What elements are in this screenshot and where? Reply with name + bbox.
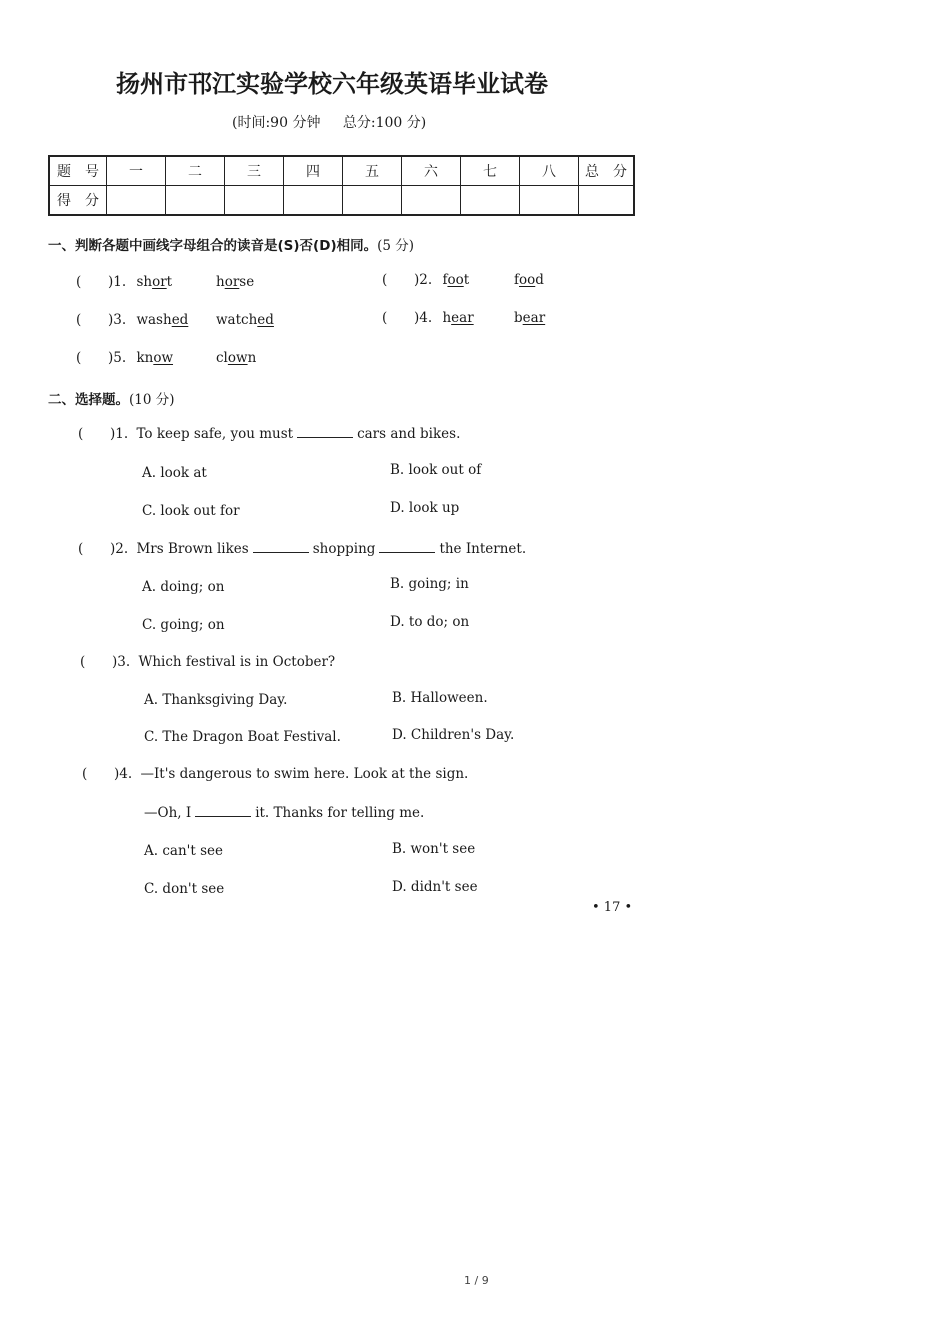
option-b: B. going; in (390, 576, 469, 592)
option-a: A. can't see (144, 843, 223, 859)
word-2: horse (216, 274, 255, 290)
option-d: D. look up (390, 500, 460, 516)
section-2-title: 二、选择题。 (48, 392, 129, 408)
pronunciation-item-5 (76, 350, 257, 366)
answer-paren: ( (382, 272, 388, 288)
score-cell (461, 186, 520, 216)
exam-time: (时间:90 分钟 (232, 115, 321, 131)
answer-paren: ( (76, 274, 82, 290)
option-c: C. don't see (144, 881, 225, 897)
section-1-points: (5 分) (377, 238, 415, 254)
word-1: foot (442, 272, 470, 288)
answer-paren: ( (82, 766, 88, 782)
word-1: hear (442, 310, 474, 326)
answer-paren: ( (80, 654, 86, 670)
answer-paren: ( (78, 426, 84, 442)
pronunciation-item-3 (76, 312, 274, 328)
item-number: )5. (108, 350, 127, 366)
option-a: A. look at (142, 465, 207, 481)
column-header: 三 (225, 156, 284, 186)
option-b: B. won't see (392, 841, 476, 857)
page-number: • 17 • (592, 900, 633, 915)
item-number: )1. (108, 274, 127, 290)
word-2: bear (514, 310, 546, 326)
answer-blank (253, 540, 309, 553)
column-header: 总 分 (579, 156, 635, 186)
word-1: know (136, 350, 174, 366)
answer-paren: ( (76, 350, 82, 366)
column-header: 一 (107, 156, 166, 186)
question-3 (80, 654, 335, 670)
question-4-reply (144, 804, 424, 821)
option-d: D. didn't see (392, 879, 478, 895)
question-text: cars and bikes. (357, 426, 461, 442)
score-cell (402, 186, 461, 216)
question-1 (78, 425, 460, 442)
answer-paren: ( (382, 310, 388, 326)
word-1: short (136, 274, 173, 290)
pronunciation-item-4 (382, 310, 546, 326)
score-table (48, 155, 635, 216)
question-text: Which festival is in October? (138, 654, 336, 670)
column-header: 二 (166, 156, 225, 186)
word-1: washed (136, 312, 189, 328)
section-1-title: 一、判断各题中画线字母组合的读音是(S)否(D)相同。 (48, 238, 378, 254)
column-header: 七 (461, 156, 520, 186)
question-text: the Internet. (439, 541, 527, 557)
section-2-points: (10 分) (129, 392, 175, 408)
page-footer: 1 / 9 (464, 1274, 489, 1287)
question-text: Mrs Brown likes (136, 541, 249, 557)
question-text: —It's dangerous to swim here. Look at the sign. (140, 766, 469, 782)
answer-blank (379, 540, 435, 553)
answer-blank (297, 425, 353, 438)
question-text: —Oh, I (144, 805, 192, 821)
question-text: shopping (312, 541, 376, 557)
option-d: D. Children's Day. (392, 727, 515, 743)
score-cell (284, 186, 343, 216)
option-c: C. The Dragon Boat Festival. (144, 729, 341, 745)
option-c: C. going; on (142, 617, 225, 633)
score-table-score-row (49, 186, 634, 216)
score-cell (225, 186, 284, 216)
score-cell (166, 186, 225, 216)
item-number: )4. (414, 310, 433, 326)
score-cell (343, 186, 402, 216)
question-text: it. Thanks for telling me. (255, 805, 425, 821)
pronunciation-item-1 (76, 274, 255, 290)
question-number: )2. (110, 541, 129, 557)
column-header: 六 (402, 156, 461, 186)
section-1-heading (48, 234, 414, 254)
question-number: )1. (110, 426, 129, 442)
option-a: A. Thanksgiving Day. (144, 692, 288, 708)
score-cell (107, 186, 166, 216)
exam-info (232, 112, 426, 132)
answer-paren: ( (76, 312, 82, 328)
option-a: A. doing; on (142, 579, 225, 595)
item-number: )2. (414, 272, 433, 288)
answer-paren: ( (78, 541, 84, 557)
score-label: 得 分 (49, 186, 107, 216)
word-2: watched (216, 312, 274, 328)
column-header: 四 (284, 156, 343, 186)
option-d: D. to do; on (390, 614, 470, 630)
question-text: To keep safe, you must (136, 426, 294, 442)
word-2: food (514, 272, 544, 288)
section-2-heading (48, 388, 175, 408)
score-cell (520, 186, 579, 216)
question-number: )4. (114, 766, 133, 782)
score-table-header-row (49, 156, 634, 186)
column-header: 八 (520, 156, 579, 186)
page-title: 扬州市邗江实验学校六年级英语毕业试卷 (116, 70, 548, 98)
word-2: clown (216, 350, 257, 366)
pronunciation-item-2 (382, 272, 544, 288)
score-cell (579, 186, 635, 216)
option-b: B. look out of (390, 462, 482, 478)
option-b: B. Halloween. (392, 690, 488, 706)
answer-blank (195, 804, 251, 817)
question-2 (78, 540, 526, 557)
question-number: )3. (112, 654, 131, 670)
exam-total: 总分:100 分) (342, 115, 427, 131)
item-number: )3. (108, 312, 127, 328)
column-header: 五 (343, 156, 402, 186)
question-4 (82, 766, 468, 782)
header-label: 题 号 (49, 156, 107, 186)
option-c: C. look out for (142, 503, 240, 519)
